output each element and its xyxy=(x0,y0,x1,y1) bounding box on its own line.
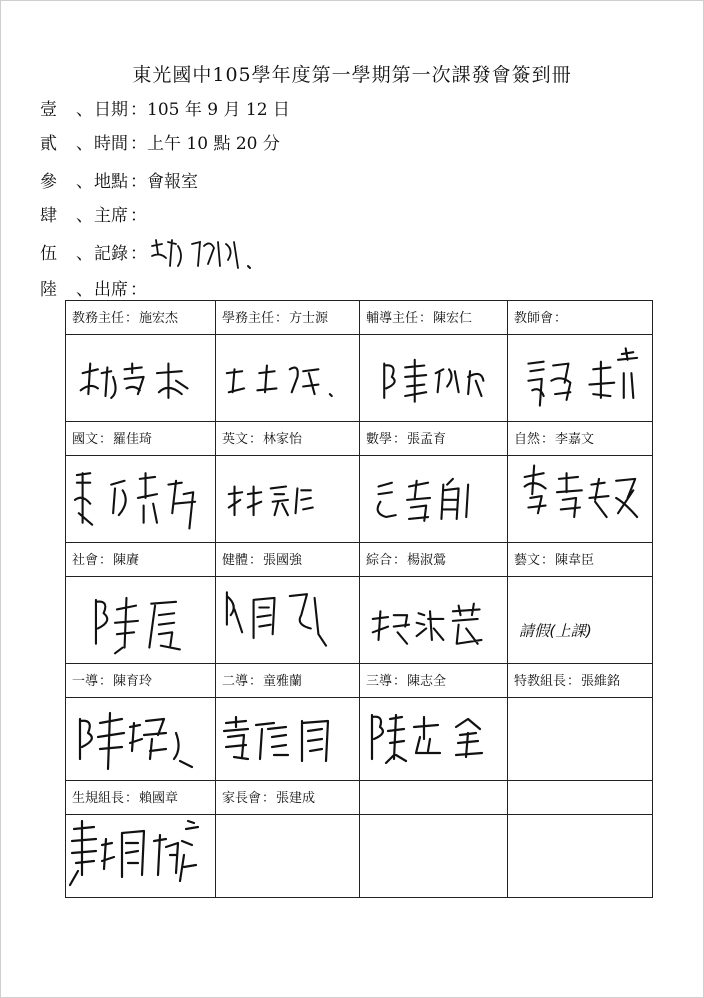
label-row xyxy=(66,781,653,815)
signature-cell xyxy=(508,577,653,664)
attendee-label: 教師會： xyxy=(508,301,653,335)
attendee-label: 綜合：楊淑鶯 xyxy=(360,543,508,577)
attendee-label: 社會：陳賡 xyxy=(66,543,216,577)
info-value: ：會報室 xyxy=(130,172,198,192)
handwritten-signature xyxy=(216,698,356,780)
handwritten-signature xyxy=(216,577,356,659)
signature-cell xyxy=(216,335,360,422)
attendee-label: 二導：童雅蘭 xyxy=(216,664,360,698)
handwritten-signature xyxy=(360,335,500,417)
info-value: ： xyxy=(130,206,147,226)
signature-row xyxy=(66,456,653,543)
handwritten-signature xyxy=(66,815,206,897)
attendee-label: 健體：張國強 xyxy=(216,543,360,577)
signature-row xyxy=(66,335,653,422)
signature-cell xyxy=(360,577,508,664)
info-number: 伍 xyxy=(40,244,57,264)
signature-cell xyxy=(508,698,653,781)
info-value: ： xyxy=(130,280,147,300)
info-label: 時間 xyxy=(94,134,128,154)
signature-cell xyxy=(66,335,216,422)
attendee-label: 國文：羅佳琦 xyxy=(66,422,216,456)
info-label: 出席 xyxy=(94,280,128,300)
signature-cell xyxy=(360,815,508,898)
info-row-recorder: 伍 、記錄 ： xyxy=(40,244,147,264)
signature-cell xyxy=(216,577,360,664)
attendee-label: 生規組長：賴國章 xyxy=(66,781,216,815)
attendee-label: 一導：陳育玲 xyxy=(66,664,216,698)
handwritten-signature xyxy=(508,335,648,417)
signature-cell xyxy=(216,698,360,781)
info-number: 壹 xyxy=(40,100,57,120)
handwritten-signature xyxy=(360,577,500,659)
empty-label-cell xyxy=(508,781,653,815)
signature-cell xyxy=(360,335,508,422)
info-row-location: 參 、地點 ：會報室 xyxy=(40,172,198,192)
info-value: ：105 年 9 月 12 日 xyxy=(130,100,290,120)
signature-cell xyxy=(66,698,216,781)
signature-cell xyxy=(66,577,216,664)
attendee-label: 家長會：張建成 xyxy=(216,781,360,815)
label-row xyxy=(66,543,653,577)
signature-cell xyxy=(216,815,360,898)
handwritten-signature xyxy=(360,456,500,538)
document-title: 東光國中105學年度第一學期第一次課發會簽到冊 xyxy=(132,64,572,86)
info-value: ： xyxy=(130,244,147,264)
info-label: 日期 xyxy=(94,100,128,120)
signature-cell xyxy=(508,335,653,422)
handwritten-signature xyxy=(508,577,648,659)
signature-cell xyxy=(66,456,216,543)
signature-cell xyxy=(508,815,653,898)
handwritten-signature xyxy=(508,456,648,538)
handwritten-signature xyxy=(360,698,500,780)
info-value: ：上午 10 點 20 分 xyxy=(130,134,280,154)
signature-cell xyxy=(360,698,508,781)
attendance-table xyxy=(65,300,653,898)
label-row xyxy=(66,422,653,456)
attendee-label: 教務主任：施宏杰 xyxy=(66,301,216,335)
info-number: 陸 xyxy=(40,280,57,300)
info-row-time: 貳 、時間 ：上午 10 點 20 分 xyxy=(40,134,280,154)
info-number: 參 xyxy=(40,172,57,192)
attendee-label: 數學：張孟育 xyxy=(360,422,508,456)
signature-cell xyxy=(216,456,360,543)
signature-row xyxy=(66,815,653,898)
attendee-label: 自然：李嘉文 xyxy=(508,422,653,456)
info-row-chair: 肆 、主席 ： xyxy=(40,206,147,226)
info-row-attendance: 陸 、出席 ： xyxy=(40,280,147,300)
signature-cell xyxy=(508,456,653,543)
label-row xyxy=(66,301,653,335)
handwritten-signature xyxy=(216,456,356,538)
recorder-signature xyxy=(148,236,258,276)
info-label: 地點 xyxy=(94,172,128,192)
handwritten-signature xyxy=(66,577,206,659)
info-label: 主席 xyxy=(94,206,128,226)
handwritten-signature xyxy=(66,456,206,538)
info-number: 肆 xyxy=(40,206,57,226)
empty-label-cell xyxy=(360,781,508,815)
attendee-label: 特教組長：張維銘 xyxy=(508,664,653,698)
handwritten-signature xyxy=(66,335,206,417)
attendee-label: 三導：陳志全 xyxy=(360,664,508,698)
signature-row xyxy=(66,577,653,664)
leave-note: 請假(上課) xyxy=(518,622,592,641)
attendee-label: 輔導主任：陳宏仁 xyxy=(360,301,508,335)
signature-cell xyxy=(66,815,216,898)
attendee-label: 英文：林家怡 xyxy=(216,422,360,456)
signature-row xyxy=(66,698,653,781)
info-row-date: 壹 、日期 ：105 年 9 月 12 日 xyxy=(40,100,290,120)
attendee-label: 藝文：陳韋臣 xyxy=(508,543,653,577)
handwritten-signature xyxy=(216,335,356,417)
info-number: 貳 xyxy=(40,134,57,154)
attendee-label: 學務主任：方士源 xyxy=(216,301,360,335)
handwritten-signature xyxy=(66,698,206,780)
label-row xyxy=(66,664,653,698)
signature-cell xyxy=(360,456,508,543)
info-label: 記錄 xyxy=(94,244,128,264)
